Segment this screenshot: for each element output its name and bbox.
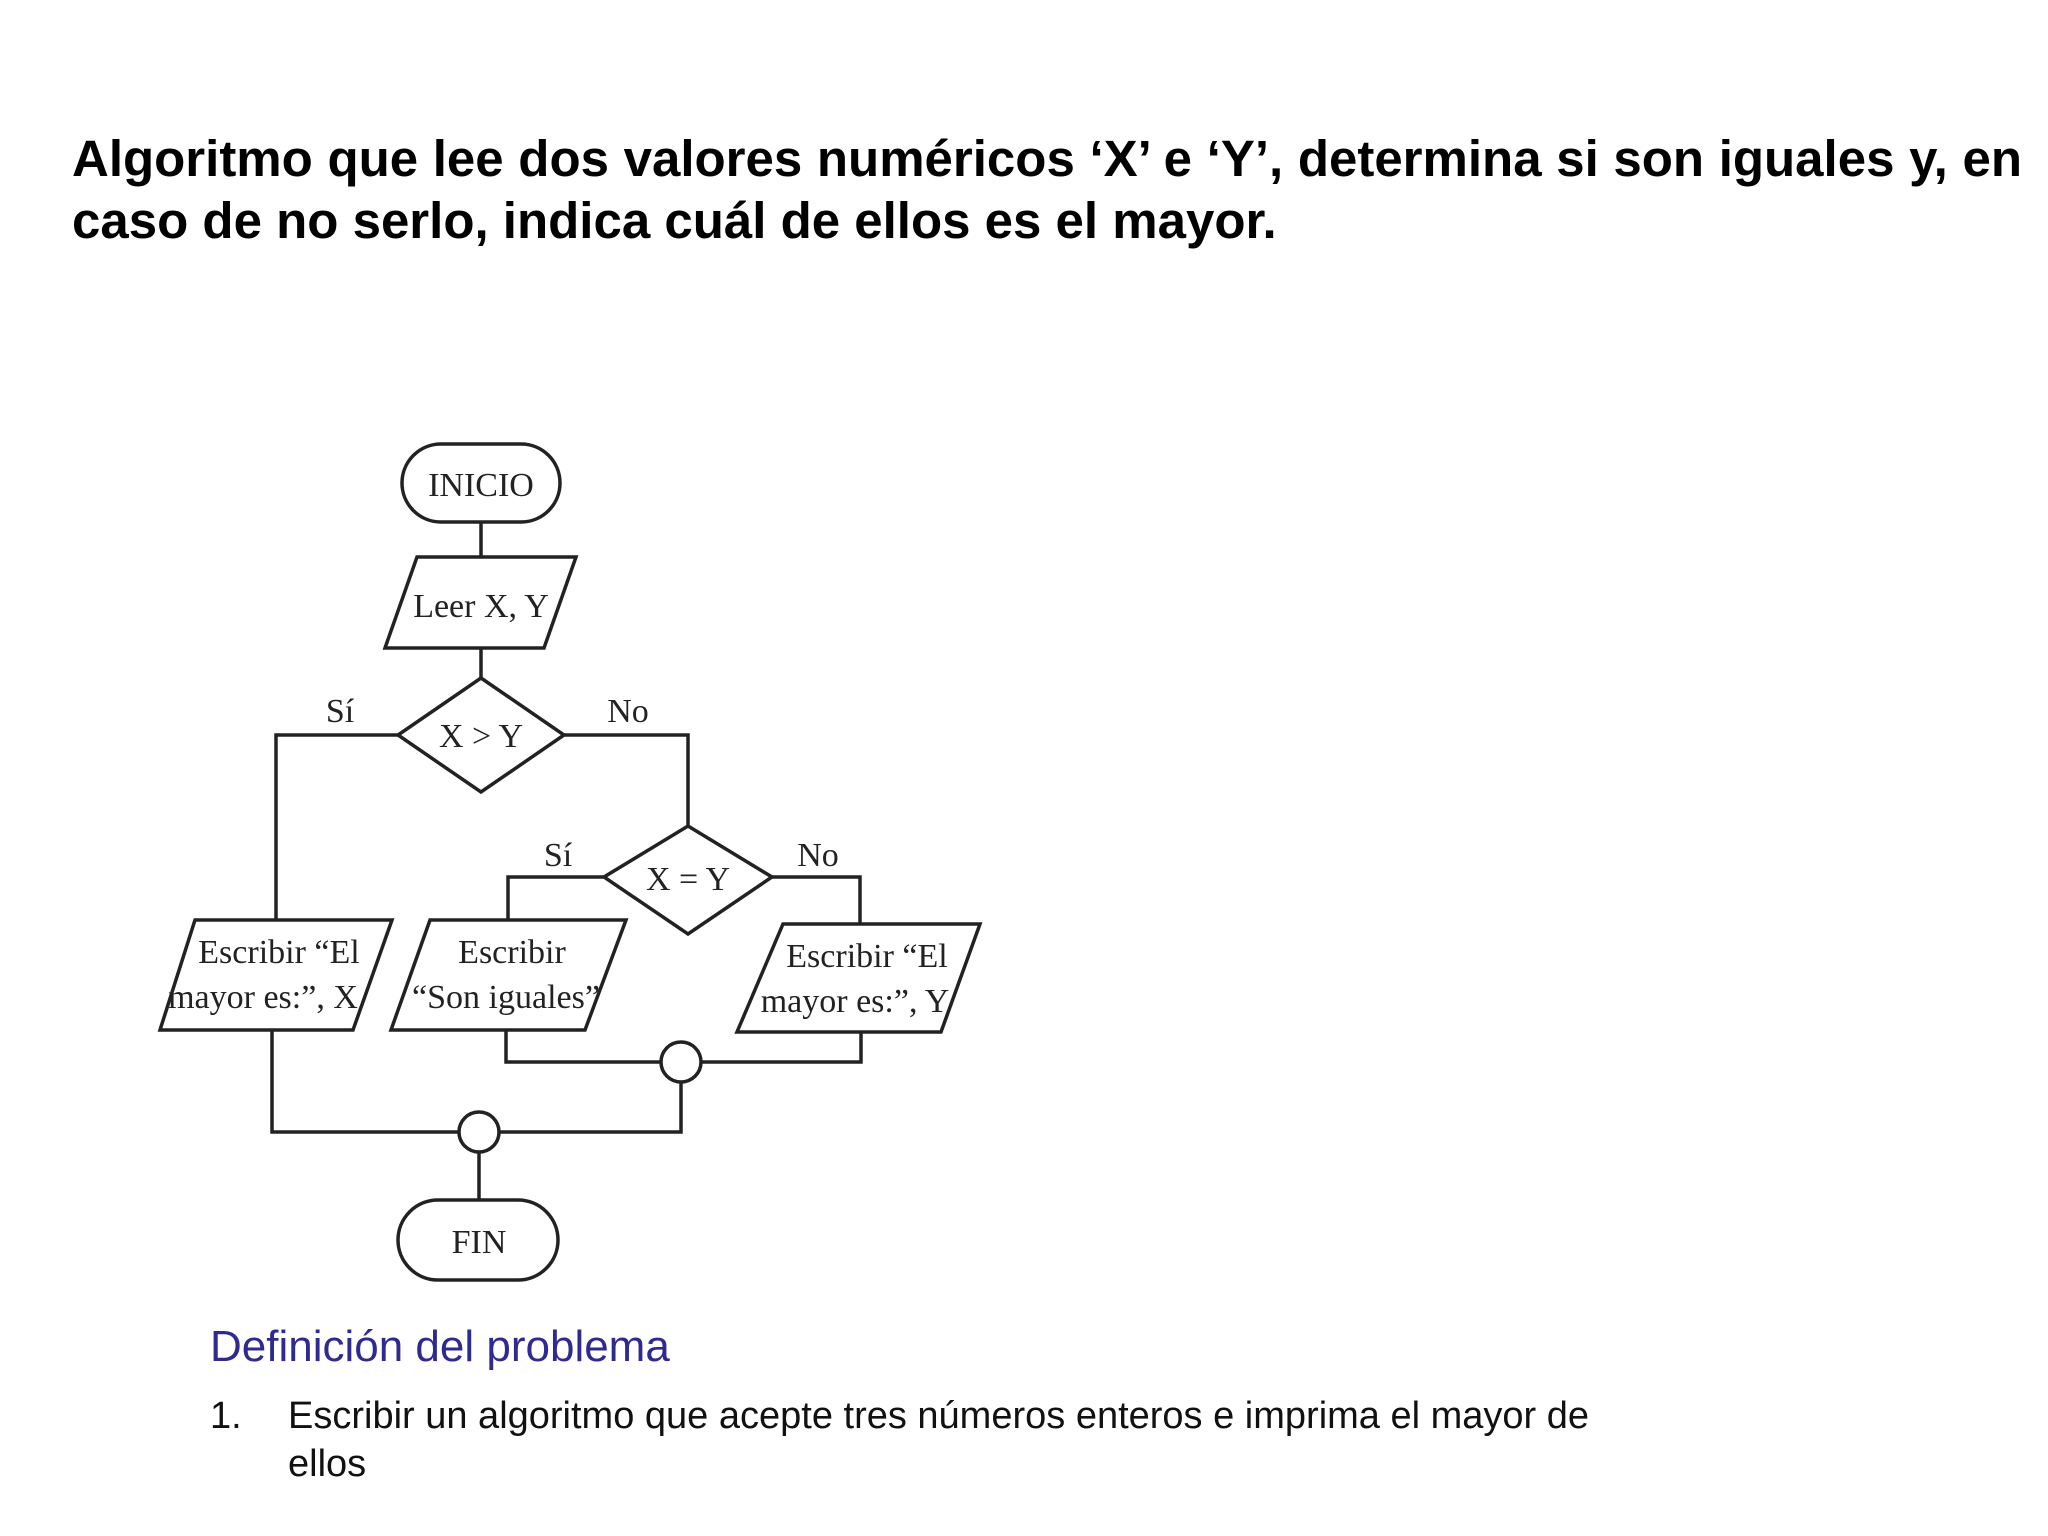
decision2-no-label: No — [797, 837, 839, 874]
input-label: Leer X, Y — [413, 588, 549, 625]
decision2-label: X = Y — [645, 861, 731, 898]
connector-decision1-no — [564, 735, 688, 826]
decision2-yes-label: Sí — [543, 837, 573, 874]
output-y-label-line2: mayor es:”, Y — [760, 983, 950, 1020]
connector-output-y-merge — [701, 1032, 861, 1062]
decision1-no-label: No — [607, 693, 649, 730]
connector-output-x-merge — [272, 1030, 458, 1132]
page-title: Algoritmo que lee dos valores numéricos ‘X’ e ‘Y’, determina si son iguales y, en caso de no serlo, indica cuál de ellos es el mayor. — [72, 130, 2022, 249]
output-equal-label-line1: Escribir — [458, 934, 566, 971]
output-y-label-line1: Escribir “El — [786, 938, 948, 975]
connector-output-equal-merge — [506, 1030, 661, 1062]
output-x-label-line1: Escribir “El — [198, 934, 360, 971]
list-item-text: Escribir un algoritmo que acepte tres números enteros e imprima el mayor de ellos — [288, 1395, 1590, 1485]
connector-merge2-merge1 — [500, 1082, 681, 1132]
output-equal-label-line2: “Son iguales” — [412, 979, 600, 1016]
decision1-label: X > Y — [438, 718, 524, 755]
connector-decision2-no — [772, 877, 860, 924]
start-label: INICIO — [428, 467, 534, 504]
output-x-label-line2: mayor es:”, X — [168, 979, 358, 1016]
list-item-number: 1. — [210, 1395, 242, 1437]
connector-decision1-yes — [276, 735, 398, 920]
merge-connector-final — [459, 1112, 499, 1152]
end-label: FIN — [451, 1224, 507, 1261]
connector-decision2-yes — [508, 877, 604, 920]
decision1-yes-label: Sí — [325, 693, 355, 730]
merge-connector-outputs — [661, 1042, 701, 1082]
section-title: Definición del problema — [210, 1322, 670, 1371]
